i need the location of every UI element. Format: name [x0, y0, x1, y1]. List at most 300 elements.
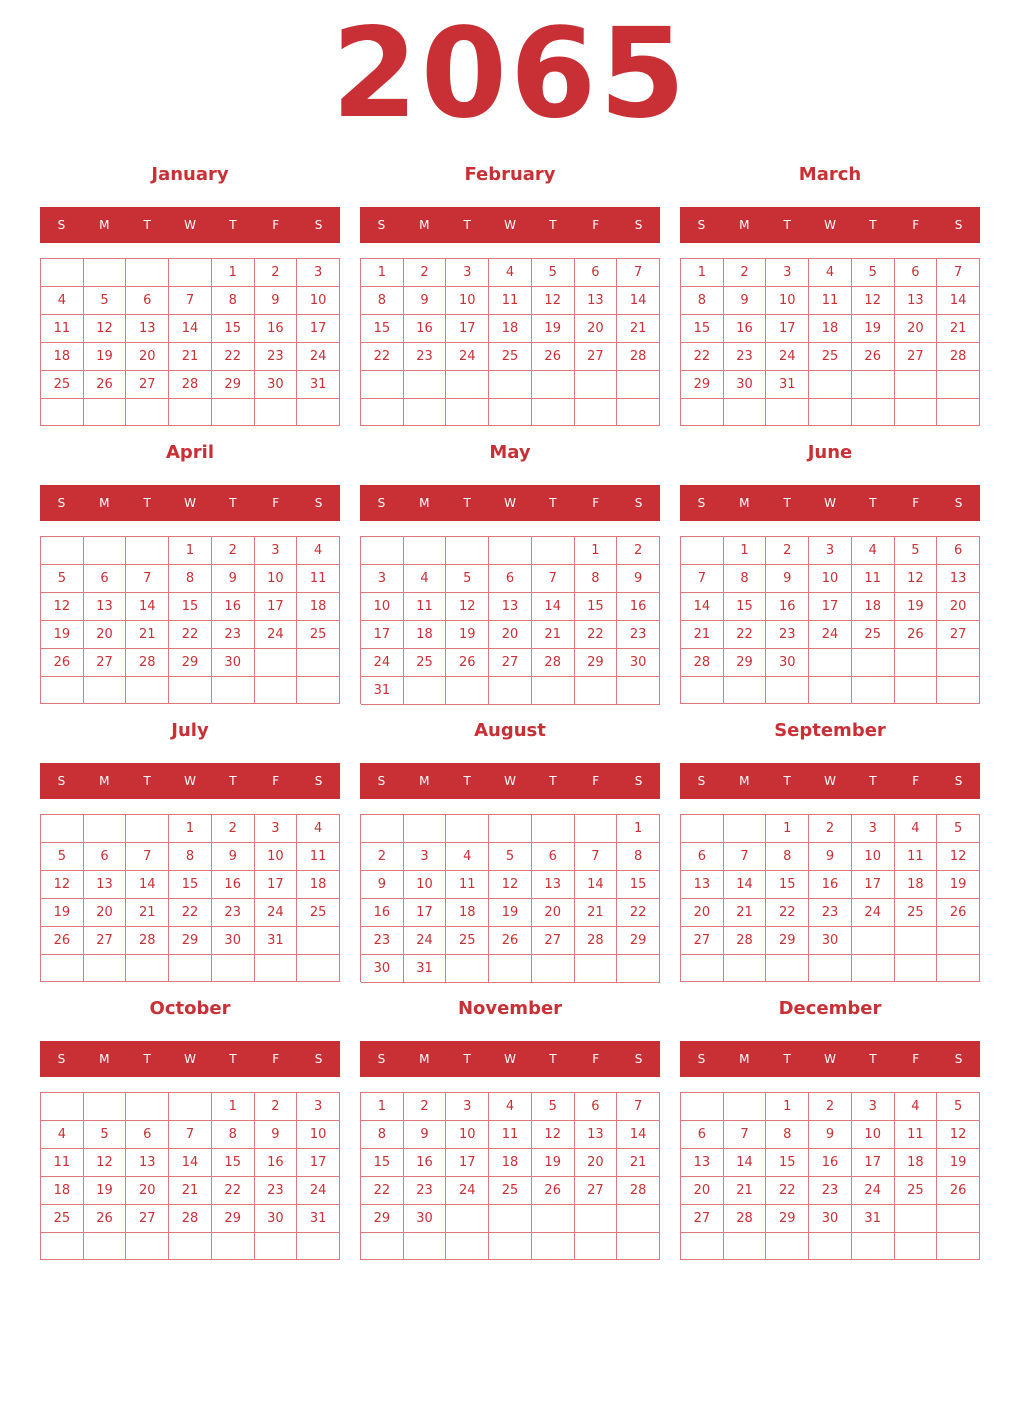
month-name: March — [798, 164, 862, 185]
weekday-label: M — [419, 774, 430, 788]
day-cell: 11 — [852, 565, 895, 593]
day-cell: 25 — [895, 1177, 938, 1205]
empty-day-cell — [212, 955, 255, 982]
day-cell: 7 — [169, 287, 212, 315]
day-cell: 3 — [446, 259, 489, 287]
day-cell: 25 — [404, 649, 447, 677]
day-cell: 27 — [84, 649, 127, 677]
day-cell: 30 — [617, 649, 660, 677]
day-cell: 30 — [212, 649, 255, 677]
day-cell: 17 — [297, 1149, 340, 1177]
day-grid — [40, 1092, 340, 1260]
day-cell: 20 — [84, 621, 127, 649]
weekday-label: T — [549, 496, 557, 510]
day-cell: 18 — [809, 315, 852, 343]
empty-day-cell — [446, 815, 489, 843]
day-cell: 13 — [895, 287, 938, 315]
weekday-header — [680, 763, 980, 799]
empty-day-cell — [937, 649, 980, 677]
weekday-label: T — [143, 1052, 151, 1066]
day-cell: 23 — [361, 927, 404, 955]
day-cell: 29 — [212, 371, 255, 399]
day-cell: 15 — [724, 593, 767, 621]
day-cell: 14 — [724, 1149, 767, 1177]
weekday-label: F — [912, 496, 920, 510]
day-cell: 14 — [126, 871, 169, 899]
weekday-label: M — [99, 1052, 110, 1066]
empty-day-cell — [937, 955, 980, 982]
day-cell: 27 — [937, 621, 980, 649]
day-cell: 27 — [84, 927, 127, 955]
day-cell: 9 — [809, 1121, 852, 1149]
empty-day-cell — [446, 399, 489, 427]
empty-day-cell — [255, 649, 298, 677]
day-cell: 14 — [126, 593, 169, 621]
day-grid — [680, 1092, 980, 1260]
day-cell: 17 — [361, 621, 404, 649]
empty-day-cell — [297, 1233, 340, 1260]
day-cell: 8 — [212, 1121, 255, 1149]
day-cell: 12 — [84, 1149, 127, 1177]
day-cell: 4 — [489, 1093, 532, 1121]
empty-day-cell — [489, 371, 532, 399]
day-cell: 12 — [446, 593, 489, 621]
day-cell: 22 — [724, 621, 767, 649]
day-cell: 1 — [169, 815, 212, 843]
weekday-label: M — [739, 774, 750, 788]
weekday-label: F — [592, 774, 600, 788]
day-cell: 8 — [575, 565, 618, 593]
month-name: June — [807, 442, 853, 463]
day-cell: 15 — [681, 315, 724, 343]
empty-day-cell — [575, 955, 618, 983]
day-cell: 10 — [852, 1121, 895, 1149]
day-cell: 20 — [126, 1177, 169, 1205]
weekday-label: T — [143, 218, 151, 232]
day-cell: 1 — [766, 815, 809, 843]
day-cell: 13 — [575, 287, 618, 315]
day-cell: 2 — [809, 1093, 852, 1121]
empty-day-cell — [489, 537, 532, 565]
empty-day-cell — [937, 399, 980, 426]
day-cell: 19 — [937, 1149, 980, 1177]
day-cell: 26 — [41, 649, 84, 677]
empty-day-cell — [41, 955, 84, 982]
day-cell: 16 — [766, 593, 809, 621]
empty-day-cell — [361, 815, 404, 843]
day-cell: 16 — [361, 899, 404, 927]
empty-day-cell — [297, 649, 340, 677]
empty-day-cell — [404, 399, 447, 427]
day-cell: 13 — [126, 1149, 169, 1177]
day-cell: 1 — [169, 537, 212, 565]
day-cell: 12 — [532, 1121, 575, 1149]
empty-day-cell — [809, 399, 852, 426]
weekday-label: S — [954, 496, 963, 510]
day-cell: 8 — [169, 565, 212, 593]
weekday-label: T — [783, 1052, 791, 1066]
day-cell: 24 — [361, 649, 404, 677]
day-cell: 11 — [489, 1121, 532, 1149]
weekday-label: T — [463, 1052, 471, 1066]
day-cell: 10 — [255, 843, 298, 871]
weekday-label: S — [314, 218, 323, 232]
day-cell: 8 — [681, 287, 724, 315]
day-cell: 22 — [361, 343, 404, 371]
day-cell: 16 — [617, 593, 660, 621]
day-cell: 16 — [724, 315, 767, 343]
day-cell: 23 — [255, 1177, 298, 1205]
weekday-label: W — [504, 774, 516, 788]
month-name: October — [149, 998, 231, 1019]
empty-day-cell — [575, 677, 618, 705]
day-cell: 5 — [41, 565, 84, 593]
day-cell: 25 — [895, 899, 938, 927]
day-cell: 26 — [937, 1177, 980, 1205]
empty-day-cell — [404, 371, 447, 399]
weekday-label: W — [184, 218, 196, 232]
day-cell: 5 — [41, 843, 84, 871]
day-cell: 10 — [766, 287, 809, 315]
day-cell: 2 — [255, 1093, 298, 1121]
empty-day-cell — [404, 677, 447, 705]
empty-day-cell — [724, 1233, 767, 1260]
day-cell: 19 — [84, 343, 127, 371]
day-cell: 3 — [297, 259, 340, 287]
day-cell: 21 — [575, 899, 618, 927]
empty-day-cell — [575, 815, 618, 843]
day-cell: 24 — [809, 621, 852, 649]
day-cell: 4 — [41, 287, 84, 315]
day-cell: 8 — [766, 843, 809, 871]
weekday-label: W — [184, 1052, 196, 1066]
day-cell: 20 — [126, 343, 169, 371]
day-cell: 6 — [937, 537, 980, 565]
weekday-header — [360, 1041, 660, 1077]
empty-day-cell — [126, 677, 169, 704]
day-grid — [40, 536, 340, 704]
weekday-label: T — [463, 496, 471, 510]
empty-day-cell — [446, 955, 489, 983]
empty-day-cell — [255, 677, 298, 704]
day-cell: 23 — [617, 621, 660, 649]
day-cell: 20 — [895, 315, 938, 343]
day-cell: 21 — [617, 1149, 660, 1177]
day-cell: 13 — [681, 1149, 724, 1177]
empty-day-cell — [489, 677, 532, 705]
weekday-label: S — [57, 1052, 66, 1066]
day-cell: 29 — [169, 927, 212, 955]
day-cell: 27 — [681, 927, 724, 955]
weekday-label: F — [272, 496, 280, 510]
weekday-label: S — [697, 1052, 706, 1066]
month-december — [680, 994, 980, 1264]
day-cell: 19 — [532, 315, 575, 343]
empty-day-cell — [169, 399, 212, 426]
day-cell: 11 — [489, 287, 532, 315]
day-cell: 13 — [575, 1121, 618, 1149]
empty-day-cell — [617, 677, 660, 705]
day-cell: 25 — [446, 927, 489, 955]
empty-day-cell — [809, 1233, 852, 1260]
empty-day-cell — [724, 1093, 767, 1121]
empty-day-cell — [84, 1233, 127, 1260]
weekday-label: W — [824, 774, 836, 788]
empty-day-cell — [169, 1093, 212, 1121]
empty-day-cell — [404, 815, 447, 843]
day-cell: 4 — [446, 843, 489, 871]
weekday-label: M — [419, 496, 430, 510]
weekday-header — [40, 763, 340, 799]
day-cell: 24 — [446, 1177, 489, 1205]
day-cell: 26 — [84, 371, 127, 399]
day-cell: 15 — [766, 871, 809, 899]
day-cell: 15 — [169, 871, 212, 899]
day-cell: 13 — [489, 593, 532, 621]
day-cell: 15 — [617, 871, 660, 899]
day-cell: 21 — [724, 1177, 767, 1205]
empty-day-cell — [532, 371, 575, 399]
day-cell: 24 — [852, 899, 895, 927]
day-cell: 11 — [41, 315, 84, 343]
day-cell: 18 — [297, 593, 340, 621]
day-cell: 15 — [766, 1149, 809, 1177]
empty-day-cell — [297, 955, 340, 982]
day-cell: 19 — [446, 621, 489, 649]
month-name: August — [474, 720, 546, 741]
empty-day-cell — [532, 677, 575, 705]
day-cell: 12 — [937, 843, 980, 871]
day-cell: 3 — [446, 1093, 489, 1121]
empty-day-cell — [532, 399, 575, 427]
day-cell: 31 — [297, 1205, 340, 1233]
empty-day-cell — [895, 399, 938, 426]
weekday-label: W — [824, 496, 836, 510]
weekday-label: M — [99, 774, 110, 788]
weekday-header — [360, 763, 660, 799]
day-cell: 9 — [617, 565, 660, 593]
empty-day-cell — [852, 927, 895, 955]
day-cell: 9 — [404, 1121, 447, 1149]
weekday-label: W — [184, 496, 196, 510]
day-cell: 5 — [84, 287, 127, 315]
day-cell: 19 — [84, 1177, 127, 1205]
day-cell: 30 — [766, 649, 809, 677]
weekday-label: T — [549, 1052, 557, 1066]
day-cell: 16 — [404, 1149, 447, 1177]
day-cell: 18 — [297, 871, 340, 899]
empty-day-cell — [724, 955, 767, 982]
day-cell: 4 — [41, 1121, 84, 1149]
day-cell: 12 — [41, 593, 84, 621]
day-cell: 17 — [404, 899, 447, 927]
weekday-label: F — [592, 496, 600, 510]
day-cell: 4 — [895, 815, 938, 843]
day-cell: 5 — [937, 815, 980, 843]
empty-day-cell — [84, 955, 127, 982]
weekday-label: W — [504, 218, 516, 232]
weekday-label: F — [912, 218, 920, 232]
day-cell: 13 — [532, 871, 575, 899]
day-cell: 12 — [41, 871, 84, 899]
empty-day-cell — [489, 955, 532, 983]
day-cell: 11 — [41, 1149, 84, 1177]
weekday-label: T — [783, 496, 791, 510]
day-cell: 12 — [489, 871, 532, 899]
day-cell: 29 — [724, 649, 767, 677]
empty-day-cell — [532, 955, 575, 983]
day-cell: 4 — [809, 259, 852, 287]
day-cell: 6 — [84, 565, 127, 593]
empty-day-cell — [297, 399, 340, 426]
weekday-header — [680, 1041, 980, 1077]
day-cell: 10 — [404, 871, 447, 899]
day-cell: 9 — [255, 1121, 298, 1149]
day-cell: 7 — [169, 1121, 212, 1149]
day-cell: 4 — [297, 815, 340, 843]
empty-day-cell — [84, 537, 127, 565]
month-august — [360, 716, 660, 986]
weekday-label: S — [57, 774, 66, 788]
empty-day-cell — [937, 371, 980, 399]
empty-day-cell — [681, 1233, 724, 1260]
weekday-label: S — [314, 496, 323, 510]
day-cell: 15 — [212, 315, 255, 343]
weekday-label: T — [783, 218, 791, 232]
day-cell: 1 — [361, 1093, 404, 1121]
day-cell: 23 — [809, 1177, 852, 1205]
empty-day-cell — [681, 1093, 724, 1121]
empty-day-cell — [212, 1233, 255, 1260]
empty-day-cell — [617, 1233, 660, 1260]
weekday-label: T — [229, 1052, 237, 1066]
day-cell: 13 — [681, 871, 724, 899]
day-cell: 29 — [766, 927, 809, 955]
day-cell: 20 — [681, 1177, 724, 1205]
day-cell: 24 — [404, 927, 447, 955]
weekday-label: T — [869, 496, 877, 510]
empty-day-cell — [126, 259, 169, 287]
day-cell: 16 — [255, 1149, 298, 1177]
day-cell: 2 — [404, 1093, 447, 1121]
weekday-label: F — [272, 774, 280, 788]
month-february — [360, 160, 660, 430]
empty-day-cell — [446, 1233, 489, 1260]
empty-day-cell — [41, 1233, 84, 1260]
weekday-label: T — [143, 774, 151, 788]
weekday-label: T — [463, 774, 471, 788]
day-cell: 25 — [489, 1177, 532, 1205]
day-cell: 8 — [617, 843, 660, 871]
empty-day-cell — [489, 815, 532, 843]
day-cell: 2 — [212, 815, 255, 843]
empty-day-cell — [446, 1205, 489, 1233]
day-cell: 14 — [937, 287, 980, 315]
empty-day-cell — [126, 537, 169, 565]
day-cell: 28 — [617, 343, 660, 371]
day-cell: 24 — [852, 1177, 895, 1205]
day-cell: 25 — [852, 621, 895, 649]
empty-day-cell — [41, 677, 84, 704]
weekday-label: F — [592, 218, 600, 232]
weekday-header — [680, 485, 980, 521]
day-cell: 10 — [297, 287, 340, 315]
day-cell: 13 — [84, 871, 127, 899]
day-cell: 22 — [575, 621, 618, 649]
month-name: February — [464, 164, 556, 185]
day-cell: 31 — [404, 955, 447, 983]
empty-day-cell — [852, 1233, 895, 1260]
weekday-header — [40, 207, 340, 243]
day-cell: 21 — [681, 621, 724, 649]
weekday-label: W — [824, 1052, 836, 1066]
empty-day-cell — [446, 677, 489, 705]
weekday-label: F — [272, 1052, 280, 1066]
weekday-label: S — [377, 774, 386, 788]
day-cell: 26 — [532, 1177, 575, 1205]
empty-day-cell — [852, 399, 895, 426]
empty-day-cell — [489, 1205, 532, 1233]
day-cell: 11 — [297, 843, 340, 871]
weekday-label: F — [592, 1052, 600, 1066]
day-cell: 6 — [681, 843, 724, 871]
month-name: May — [489, 442, 531, 463]
day-cell: 2 — [766, 537, 809, 565]
day-cell: 24 — [255, 899, 298, 927]
day-cell: 25 — [297, 621, 340, 649]
empty-day-cell — [361, 399, 404, 427]
day-cell: 19 — [895, 593, 938, 621]
day-cell: 23 — [404, 1177, 447, 1205]
day-cell: 25 — [297, 899, 340, 927]
weekday-label: F — [912, 774, 920, 788]
month-name: July — [171, 720, 209, 741]
day-cell: 30 — [404, 1205, 447, 1233]
weekday-label: S — [314, 774, 323, 788]
empty-day-cell — [297, 677, 340, 704]
day-cell: 3 — [852, 1093, 895, 1121]
day-cell: 31 — [766, 371, 809, 399]
day-cell: 7 — [681, 565, 724, 593]
month-may — [360, 438, 660, 708]
day-cell: 17 — [852, 871, 895, 899]
day-cell: 1 — [766, 1093, 809, 1121]
empty-day-cell — [681, 955, 724, 982]
empty-day-cell — [532, 537, 575, 565]
day-cell: 6 — [126, 1121, 169, 1149]
day-cell: 6 — [681, 1121, 724, 1149]
empty-day-cell — [724, 677, 767, 704]
day-cell: 18 — [41, 343, 84, 371]
day-cell: 30 — [255, 1205, 298, 1233]
day-cell: 28 — [937, 343, 980, 371]
empty-day-cell — [404, 537, 447, 565]
day-cell: 25 — [41, 1205, 84, 1233]
empty-day-cell — [766, 1233, 809, 1260]
day-cell: 7 — [532, 565, 575, 593]
day-cell: 8 — [212, 287, 255, 315]
day-cell: 17 — [766, 315, 809, 343]
day-cell: 14 — [532, 593, 575, 621]
day-cell: 10 — [255, 565, 298, 593]
month-name: November — [457, 998, 563, 1019]
day-cell: 9 — [212, 565, 255, 593]
day-cell: 10 — [361, 593, 404, 621]
day-cell: 27 — [532, 927, 575, 955]
weekday-label: M — [739, 1052, 750, 1066]
empty-day-cell — [41, 537, 84, 565]
weekday-label: S — [377, 1052, 386, 1066]
